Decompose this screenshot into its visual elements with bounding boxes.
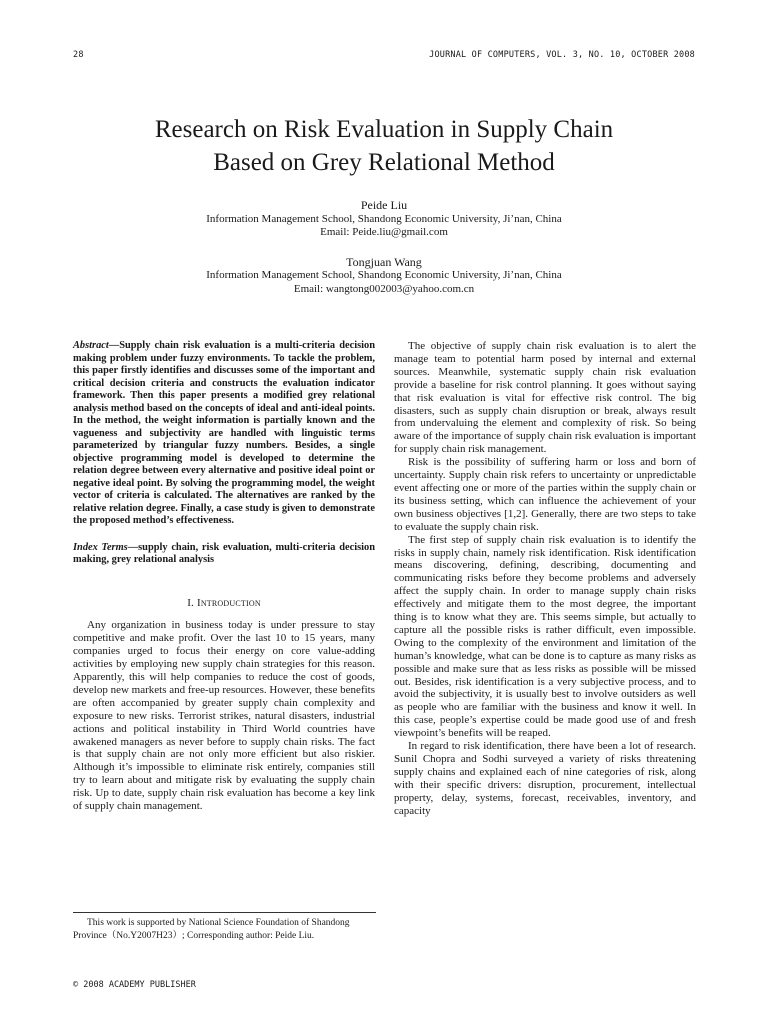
page-number: 28 xyxy=(73,50,84,60)
right-column xyxy=(394,340,696,818)
section-heading-text: ntroduction xyxy=(200,596,261,609)
author-name: Peide Liu xyxy=(360,198,408,212)
section-numeral: I. I xyxy=(187,596,201,609)
author-affiliation: Information Management School, Shandong Economic University, Ji’nan, China xyxy=(206,212,562,225)
body-paragraph: The objective of supply chain risk evaluation is to alert the manage team to potential harm posed by internal and external sources. Meanwhile, systematic supply chain risk evaluation provide a baseline for risk control planning. It goes without saying that risk evaluation is vital for effective risk control. The big disasters, such as supply chain disruption or break, always result from undervaluing the element and complexity of risk. So being aware of the importance of supply chain risk evaluation is important for supply chain risk management. xyxy=(394,340,696,456)
author-affiliation: Information Management School, Shandong Economic University, Ji’nan, China xyxy=(206,269,562,281)
body-paragraph: Risk is the possibility of suffering harm or loss and born of uncertainty. Supply chain risk refers to uncertainty or unpredictable event affecting one or more of the parties within the supply chain or its business setting, which can influence the achievement of your own business objectives [1,2]. Generally, there are two steps to take to evaluate the supply chain risk. xyxy=(394,456,696,533)
author-email: Email: wangtong002003@yahoo.com.cn xyxy=(293,282,475,295)
body-paragraph: The first step of supply chain risk evaluation is to identify the risks in supply chain, namely risk identification. Risk identification means discovering, defining, describing, documenting and communicating risks before they become problems and adversely affect the supply chain. In order to manage supply chain risks effectively and mitigate them to the most degree, the important thing is to know what they are. This seems simple, but actually to capture all the possible risks is rather difficult, even impossible. Owing to the complexity of the environment and limitation of the human’s knowledge, what can be done is to capture as many risks as possible and make sure that as less risks as possible will be missed out. Besides, risk identification is a very subjective process, and to avoid the subjectivity, it is usually best to involve outsiders as well as people who are familiar with the business and know it well. In this case, people’s expertise could be made good use of and fresh viewpoint’s benefits will be reaped. xyxy=(394,533,696,740)
abstract-text: —Supply chain risk evaluation is a multi-criteria decision making problem under fuzzy environments. To tackle the problem, this paper firstly identifies and discusses some of the important and critical decision criteria and constructs the evaluation indicator framework. Then this paper presents a modified grey relational analysis method based on the concepts of ideal and anti-ideal points. In the method, the weight information is partially known and the vagueness and subjectivity are handled with linguistic terms parameterized by triangular fuzzy numbers. Besides, a single objective programming model is developed to determine the relation degree between every alternative and positive ideal point or negative ideal point. By solving the programming model, the weight vector of criteria is calculated. The alternatives are ranked by the relative relation degree. Finally, a case study is given to demonstrate the proposed method’s effectiveness. xyxy=(73,340,375,526)
abstract-label: Abstract xyxy=(73,340,109,351)
publisher-footer: © 2008 ACADEMY PUBLISHER xyxy=(73,980,196,990)
author-name: Tongjuan Wang xyxy=(346,254,422,269)
index-terms-text: —supply chain, risk evaluation, multi-criteria decision making, grey relational analysis xyxy=(73,541,375,565)
body-paragraph: In regard to risk identification, there have been a lot of research. Sunil Chopra and Sodhi surveyed a variety of risks threatening supply chains and explained each of nine categories of risk, along with their specific drivers: disruption, procurement, intellectual property, delay, systems, forecast, receivables, inventory, and capacity xyxy=(394,740,696,817)
author-email: Email: Peide.liu@gmail.com xyxy=(320,226,448,238)
footnote-rule xyxy=(73,912,376,913)
left-column xyxy=(73,340,375,813)
paper-title xyxy=(60,113,708,179)
author-block xyxy=(60,199,708,296)
journal-header: JOURNAL OF COMPUTERS, VOL. 3, NO. 10, OCTOBER 2008 xyxy=(429,50,695,60)
section-heading xyxy=(73,597,375,610)
abstract xyxy=(73,340,375,528)
footnote: This work is supported by National Science Foundation of Shandong Province（No.Y2007H23）; Corresponding author: Peide Liu. xyxy=(73,918,350,941)
title-line-1: Research on Risk Evaluation in Supply Chain xyxy=(154,116,614,143)
index-terms xyxy=(73,542,375,567)
intro-paragraph: Any organization in business today is under pressure to stay competitive and make profit. Over the last 10 to 15 years, many companies urged to focus their energy on core value-adding activities by employing new supply chain strategies for this reason. Apparently, this will help companies to reduce the cost of goods, develop new markets and free-up resources. However, these benefits are often accompanied by greater supply chain complexity and exposure to new risks. Terrorist strikes, natural disasters, industrial actions and political instability in Third World countries have awakened managers as never before to supply chain risks. The fact is that supply chain are not only more efficient but also riskier. Although it’s impossible to eliminate risk entirely, companies still try to learn about and mitigate risk by evaluating the supply chain risk. Up to date, supply chain risk evaluation has become a key link of supply chain management. xyxy=(73,619,375,813)
title-line-2: Based on Grey Relational Method xyxy=(213,149,555,176)
index-terms-label: Index Terms xyxy=(73,541,128,553)
